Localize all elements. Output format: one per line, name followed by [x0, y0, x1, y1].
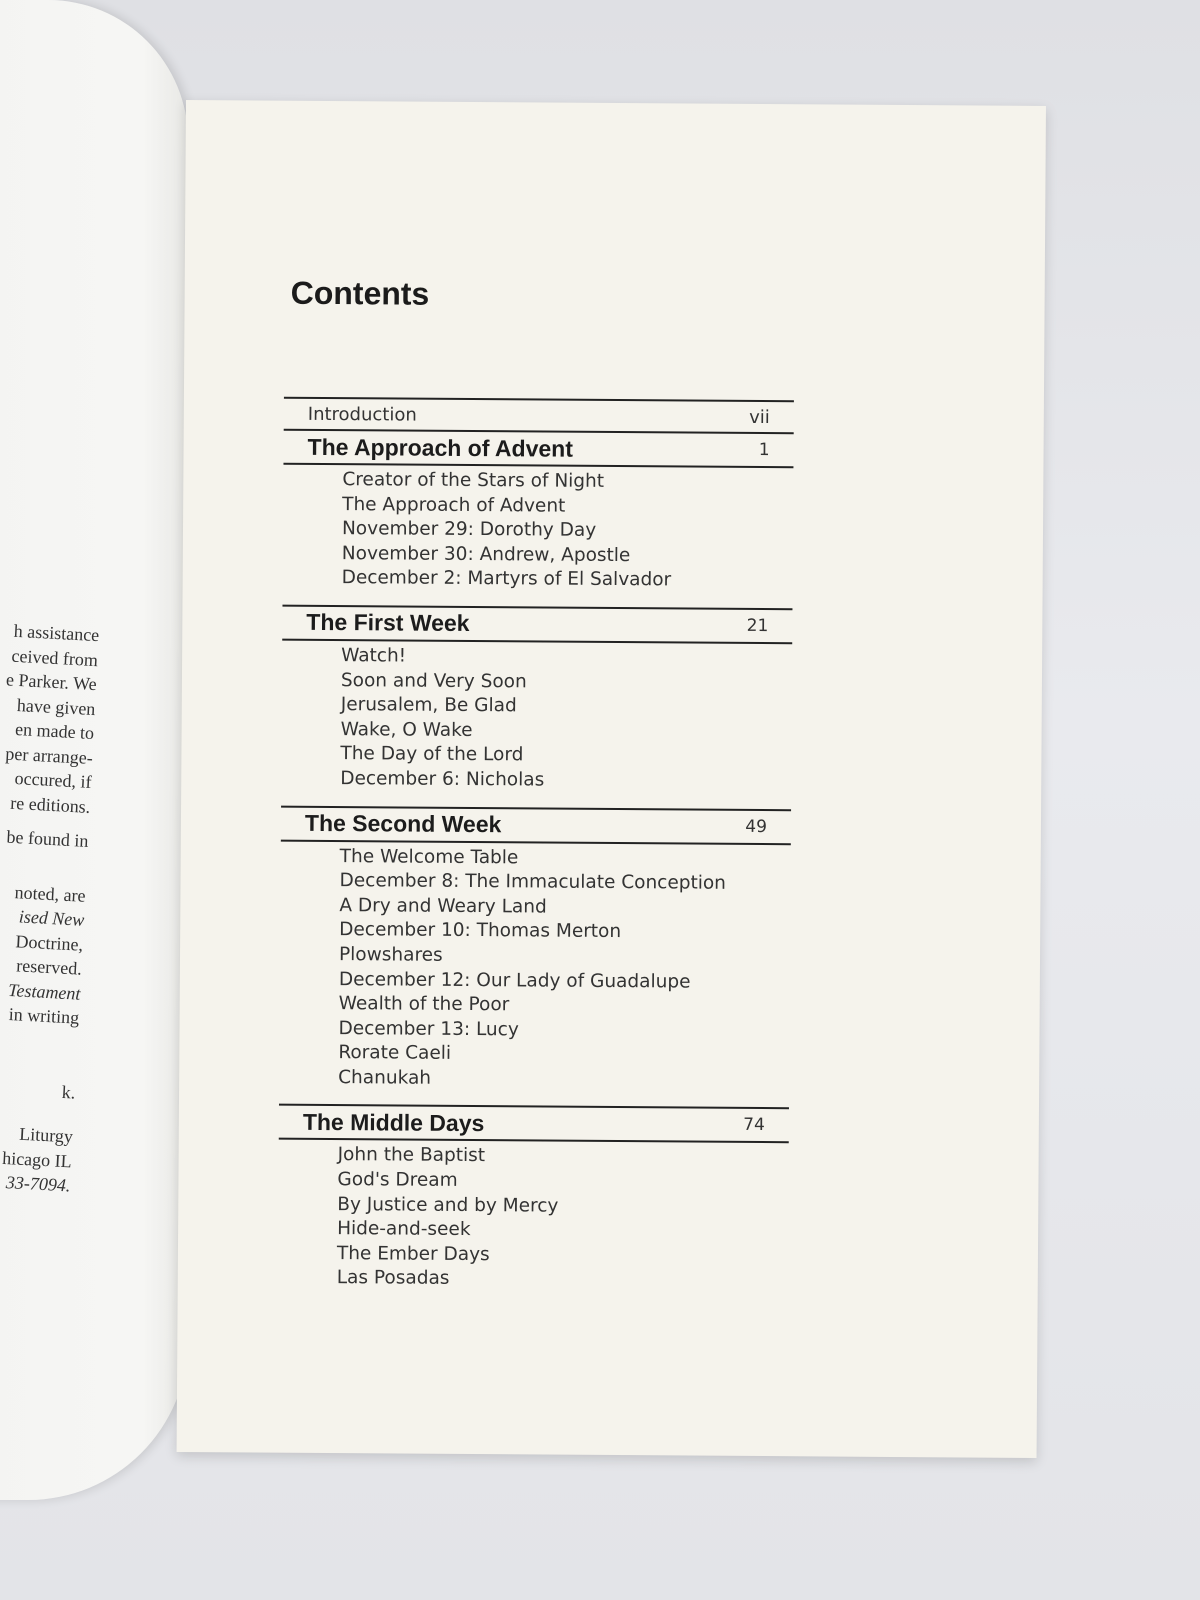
section-page-number: 49 [745, 816, 768, 837]
left-line: in writing [8, 1004, 80, 1028]
toc-entry: Wake, O Wake [340, 718, 473, 741]
toc-entry: Plowshares [338, 943, 443, 966]
section-entries [281, 641, 792, 809]
toc-entry: Chanukah [338, 1066, 432, 1089]
toc-entry: December 6: Nicholas [340, 768, 545, 791]
toc-section-header [282, 607, 792, 643]
section-entries [278, 1140, 789, 1308]
left-line: ised New [18, 906, 85, 930]
toc-section-header [281, 807, 791, 843]
toc-entry: Hide-and-seek [337, 1218, 471, 1241]
section-entries [282, 465, 793, 609]
section-title: The Middle Days [302, 1108, 485, 1137]
toc-entry: The Welcome Table [339, 845, 519, 868]
left-line: k. [61, 1081, 76, 1103]
toc-intro-row [284, 399, 794, 433]
section-page-number: 21 [746, 615, 769, 637]
left-line: reserved. [15, 955, 83, 979]
toc-entry: December 2: Martyrs of El Salvador [341, 567, 672, 591]
left-line: re editions. [9, 792, 91, 817]
toc-section-header [279, 1106, 789, 1142]
left-page-text [0, 618, 150, 1201]
toc-entry: Rorate Caeli [338, 1042, 452, 1065]
left-line: en made to [14, 718, 95, 744]
section-title: The Second Week [304, 809, 502, 838]
left-line: per arrange- [4, 742, 94, 768]
toc-entry: Wealth of the Poor [338, 993, 510, 1016]
toc-entry: December 12: Our Lady of Guadalupe [338, 968, 691, 993]
toc-intro-label: Introduction [307, 403, 417, 426]
toc-entry: By Justice and by Mercy [337, 1193, 559, 1217]
toc-entry: Creator of the Stars of Night [342, 469, 605, 492]
section-page-number: 1 [758, 440, 770, 461]
section-title: The Approach of Advent [307, 433, 574, 462]
toc-entry: December 10: Thomas Merton [339, 919, 622, 943]
section-title: The First Week [306, 609, 470, 637]
toc-entry: The Approach of Advent [342, 493, 566, 517]
toc-entry: Watch! [341, 645, 407, 667]
toc-entry: November 29: Dorothy Day [341, 518, 597, 542]
toc-entry: John the Baptist [337, 1144, 486, 1167]
toc-entry: December 13: Lucy [338, 1017, 519, 1041]
left-line: Testament [7, 979, 81, 1004]
left-line: noted, are [14, 881, 87, 906]
toc-intro-page: vii [749, 406, 770, 428]
left-line: hicago IL [1, 1147, 73, 1171]
left-line: have given [16, 694, 96, 719]
section-entries [279, 841, 791, 1107]
section-page-number: 74 [743, 1115, 765, 1136]
toc-entry: The Ember Days [336, 1242, 490, 1265]
left-line: e Parker. We [5, 669, 98, 695]
toc-entry: Las Posadas [336, 1267, 450, 1290]
left-line: Doctrine, [15, 930, 84, 955]
table-of-contents [278, 397, 794, 1309]
toc-entry: A Dry and Weary Land [339, 894, 547, 918]
left-line: Liturgy [18, 1123, 74, 1147]
left-line: 33-7094. [5, 1172, 71, 1196]
toc-entry: November 30: Andrew, Apostle [341, 542, 631, 566]
left-page [0, 0, 188, 1500]
toc-entry: Jerusalem, Be Glad [340, 694, 517, 717]
left-line: be found in [6, 826, 89, 851]
left-line: h assistance [13, 620, 100, 646]
right-page [177, 100, 1046, 1458]
left-line: ceived from [11, 645, 99, 670]
toc-entry: The Day of the Lord [340, 743, 524, 766]
left-line: occured, if [14, 768, 93, 793]
toc-entry: December 8: The Immaculate Conception [339, 870, 727, 894]
page-title: Contents [290, 274, 430, 312]
toc-section-header [283, 431, 793, 467]
toc-entry: God's Dream [337, 1169, 458, 1191]
toc-entry: Soon and Very Soon [340, 669, 527, 692]
